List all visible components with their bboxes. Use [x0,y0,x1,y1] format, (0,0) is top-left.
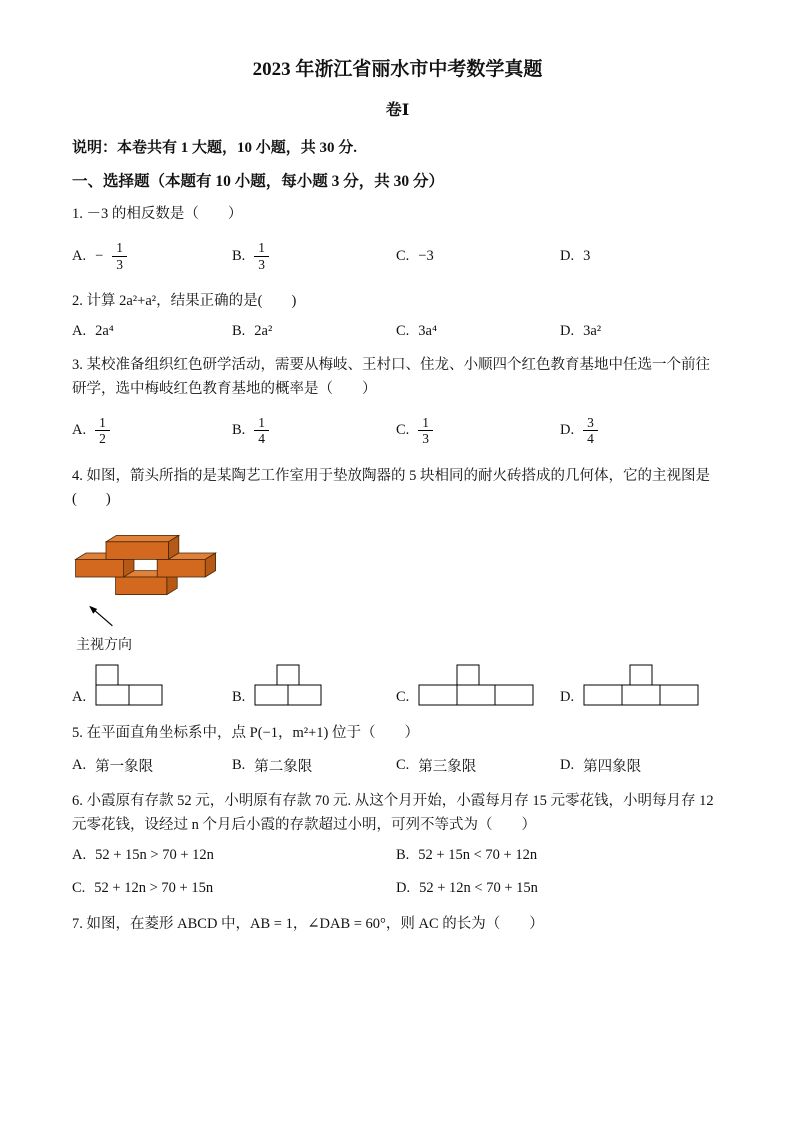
volume-heading: 卷Ⅰ [385,102,410,119]
brick-top [106,536,179,560]
section-heading: 一、选择题（本题有 10 小题，每小题 3 分，共 30 分） [72,173,445,190]
option-2d [560,323,723,340]
option-5a-label: A. [72,757,87,774]
question-4-figure [74,521,723,654]
option-6d-value: 52 + 12n < 70 + 15n [419,879,538,896]
option-6b-value: 52 + 15n < 70 + 12n [418,846,538,863]
q4-option-d-shape [583,664,701,708]
question-6-options [72,847,723,897]
fraction-numerator: 1 [254,240,269,257]
fraction-numerator: 1 [418,415,433,432]
option-1d [560,248,723,265]
option-4b [232,664,396,708]
q4-option-a-shape [95,664,163,708]
question-5-options [72,755,723,776]
option-5d [560,755,723,776]
option-3b-label: B. [232,422,246,439]
option-1a-label: A. [72,247,87,264]
option-5d-label: D. [560,757,575,774]
question-3-stem: 3. 某校准备组织红色研学活动，需要从梅岐、王村口、住龙、小顺四个红色教育基地中任选一个前往研学，选中梅岐红色教育基地的概率是（ ） [72,357,710,397]
fraction-numerator: 1 [254,415,269,432]
option-2c [396,323,560,340]
question-1-stem: 1. －3 的相反数是（ ） [72,206,243,222]
option-5d-value: 第四象限 [583,759,642,776]
fraction-denominator: 3 [116,256,124,272]
option-2b-label: B. [232,323,246,340]
option-1d-label: D. [560,247,575,264]
question-4-stem: 4. 如图，箭头所指的是某陶艺工作室用于垫放陶器的 5 块相同的耐火砖搭成的几何体，它的主视图是( ) [72,467,710,507]
option-6a-value: 52 + 15n > 70 + 12n [95,846,214,863]
option-3d-fraction [583,415,598,447]
question-1-options [72,236,723,276]
q4-option-c-shape [418,664,536,708]
instructions-line: 说明：本卷共有 1 大题，10 小题，共 30 分. [72,140,358,156]
option-5a [72,755,232,776]
question-7-stem: 7. 如图，在菱形 ABCD 中，AB = 1，∠DAB = 60°，则 AC 的长为（ ） [72,915,544,932]
option-4d-label: D. [560,689,575,706]
fraction-numerator: 1 [112,240,127,257]
fraction-numerator: 3 [583,415,598,432]
fraction-denominator: 4 [587,431,594,447]
option-2a [72,323,232,340]
option-5c-value: 第三象限 [418,759,477,776]
question-3-options [72,411,723,451]
option-4c-label: C. [396,689,410,706]
option-2a-label: A. [72,323,87,340]
question-5-stem: 5. 在平面直角坐标系中，点 P(−1，m²+1) 位于（ ） [72,725,419,742]
option-1a-fraction [112,240,127,272]
option-3b-fraction [254,415,269,447]
option-5b-label: B. [232,757,246,774]
option-1a [72,240,232,272]
option-1d-value: 3 [583,247,591,264]
option-3b [232,415,396,447]
option-4b-label: B. [232,689,246,706]
option-2c-label: C. [396,323,410,340]
option-6a [72,847,396,864]
option-1a-sign: − [95,247,104,264]
option-2d-label: D. [560,323,575,340]
option-5a-value: 第一象限 [95,759,154,776]
option-2b [232,323,396,340]
option-3d-label: D. [560,422,575,439]
option-1b-fraction [254,240,269,272]
option-6d-label: D. [396,879,411,896]
option-3c-label: C. [396,422,410,439]
q4-option-b-shape [254,664,322,708]
option-6b-label: B. [396,846,410,863]
option-6a-label: A. [72,846,87,863]
question-2-options [72,323,723,340]
fraction-numerator: 1 [95,415,110,432]
view-direction-label: 主视方向 [76,638,132,654]
option-3a [72,415,232,447]
option-3d [560,415,723,447]
option-6b [396,847,723,864]
option-4c [396,664,560,708]
question-2-stem: 2. 计算 2a²+a²，结果正确的是( ) [72,293,297,310]
option-2b-value: 2a² [254,323,273,340]
option-2a-value: 2a⁴ [95,323,114,340]
fraction-denominator: 2 [99,431,106,447]
option-3c-fraction [418,415,433,447]
option-5c [396,755,560,776]
option-4a [72,664,232,708]
option-5b-value: 第二象限 [254,759,313,776]
option-5b [232,755,396,776]
option-6c-value: 52 + 12n > 70 + 15n [94,879,214,896]
option-6d [396,880,723,897]
question-4-options [72,664,723,708]
option-4a-label: A. [72,689,87,706]
page-title: 2023 年浙江省丽水市中考数学真题 [252,59,543,80]
fraction-denominator: 3 [422,431,430,447]
option-2c-value: 3a⁴ [418,323,438,340]
option-3a-label: A. [72,422,87,439]
option-1b-label: B. [232,247,246,264]
option-2d-value: 3a² [583,323,602,340]
option-1c-label: C. [396,247,410,264]
option-3c [396,415,560,447]
option-1b [232,240,396,272]
option-6c [72,880,396,897]
option-5c-label: C. [396,757,410,774]
option-4d [560,664,723,708]
question-6-stem: 6. 小霞原有存款 52 元，小明原有存款 70 元. 从这个月开始，小霞每月存 15 元零花钱，小明每月存 12 元零花钱，设经过 n 个月后小霞的存款超过小明，可列不等式为（ ） [72,793,714,833]
bricks-3d-figure [74,521,234,629]
fraction-denominator: 3 [258,256,266,272]
option-6c-label: C. [72,879,86,896]
option-3a-fraction [95,415,110,447]
option-1c-value: −3 [418,247,434,264]
fraction-denominator: 4 [258,431,266,447]
option-1c [396,248,560,265]
view-direction-arrow-icon [89,606,112,626]
